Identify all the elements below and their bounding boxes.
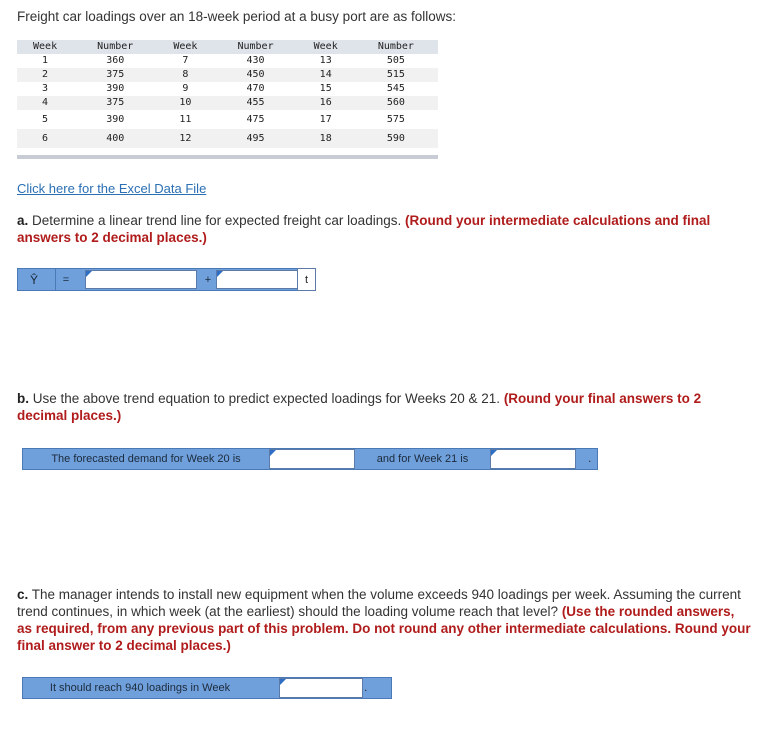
week20-input[interactable] [269,449,355,469]
table-cell: 360 [106,55,125,66]
part-a-note: (Round your intermediate calculations and final answers to 2 decimal places.) [17,213,711,245]
table-row [17,110,438,129]
week-940-row [22,677,392,699]
table-row [17,54,438,68]
table-header-cell: Number [213,40,297,54]
table-cell: 11 [179,114,192,125]
excel-data-link[interactable]: Click here for the Excel Data File [17,181,207,196]
table-cell: 590 [354,129,438,148]
intercept-input[interactable] [85,270,197,289]
part-c-note: (Use the rounded answers, as required, from any previous part of this problem. Do not round any other intermediate calculations. Round your final answer to 2 decimal places.) [17,604,751,653]
week-940-input-marker [280,679,286,685]
table-cell: 6 [17,129,73,148]
table-cell: 475 [246,114,265,125]
table-cell: 8 [157,68,213,82]
equals-sign: = [55,269,76,290]
table-cell: 15 [319,83,332,94]
table-cell: 375 [73,96,157,110]
intro-text: Freight car loadings over an 18-week period at a busy port are as follows: [17,9,456,24]
table-cell: 375 [73,68,157,82]
table-cell: 10 [157,96,213,110]
table-cell: 16 [298,96,354,110]
week-940-label: It should reach 940 loadings in Week [49,682,231,694]
part-b-text: Use the above trend equation to predict expected loadings for Weeks 20 & 21. [29,391,504,406]
part-b-note: (Round your final answers to 2 decimal places.) [17,391,702,423]
table-cell: 5 [42,114,49,125]
table-row [17,96,438,110]
week20-label: The forecasted demand for Week 20 is [51,453,241,465]
table-header-cell: Week [298,40,354,54]
table-cell: 390 [106,114,125,125]
table-header-row [17,40,438,54]
part-b-question [17,390,752,424]
table-cell: 575 [386,114,405,125]
week21-input[interactable] [490,449,576,469]
table-cell: 2 [17,68,73,82]
y-hat-label: Ŷ [29,272,38,287]
table-header-cell: Number [354,40,438,54]
table-header-cell: Week [157,40,213,54]
table-cell: 4 [17,96,73,110]
week-940-period: . [364,680,368,694]
week21-period: . [588,451,592,465]
table-cell: 505 [386,55,405,66]
table-cell: 515 [354,68,438,82]
table-cell: 7 [182,55,189,66]
week21-input-marker [491,450,497,456]
table-header-cell: Number [73,40,157,54]
part-b-letter: b. [17,391,29,406]
table-cell: 17 [319,114,332,125]
trend-equation-row [17,268,316,291]
table-cell: 495 [213,129,297,148]
part-a-question [17,212,747,246]
slope-input-marker [217,271,223,277]
t-variable-label: t [297,268,316,291]
week-940-input[interactable] [279,678,363,698]
table-cell: 390 [106,83,125,94]
part-a-text: Determine a linear trend line for expected freight car loadings. [28,213,405,228]
table-bottom-rule [17,155,438,159]
table-row [17,129,438,148]
forecast-row [22,448,598,470]
table-cell: 1 [42,55,49,66]
week21-label: and for Week 21 is [376,453,469,465]
table-cell: 18 [298,129,354,148]
freight-data-table [17,40,438,148]
table-cell: 13 [319,55,332,66]
table-cell: 3 [42,83,49,94]
part-c-question [17,586,752,654]
week20-input-marker [270,450,276,456]
intercept-input-marker [86,271,92,277]
part-c-letter: c. [17,587,29,602]
table-header-cell: Week [17,40,73,54]
table-cell: 560 [354,96,438,110]
table-cell: 450 [213,68,297,82]
table-cell: 14 [298,68,354,82]
table-cell: 9 [182,83,189,94]
table-cell: 400 [73,129,157,148]
part-c-text: The manager intends to install new equipment when the volume exceeds 940 loadings per week. Assuming the current trend continues, in which week (at the earliest) should the loading volume reach that level? [17,587,741,619]
table-cell: 430 [246,55,265,66]
table-cell: 545 [386,83,405,94]
table-row [17,68,438,82]
table-cell: 455 [213,96,297,110]
plus-sign: + [204,273,212,286]
table-cell: 470 [246,83,265,94]
part-a-letter: a. [17,213,29,228]
table-cell: 12 [157,129,213,148]
table-row [17,82,438,96]
